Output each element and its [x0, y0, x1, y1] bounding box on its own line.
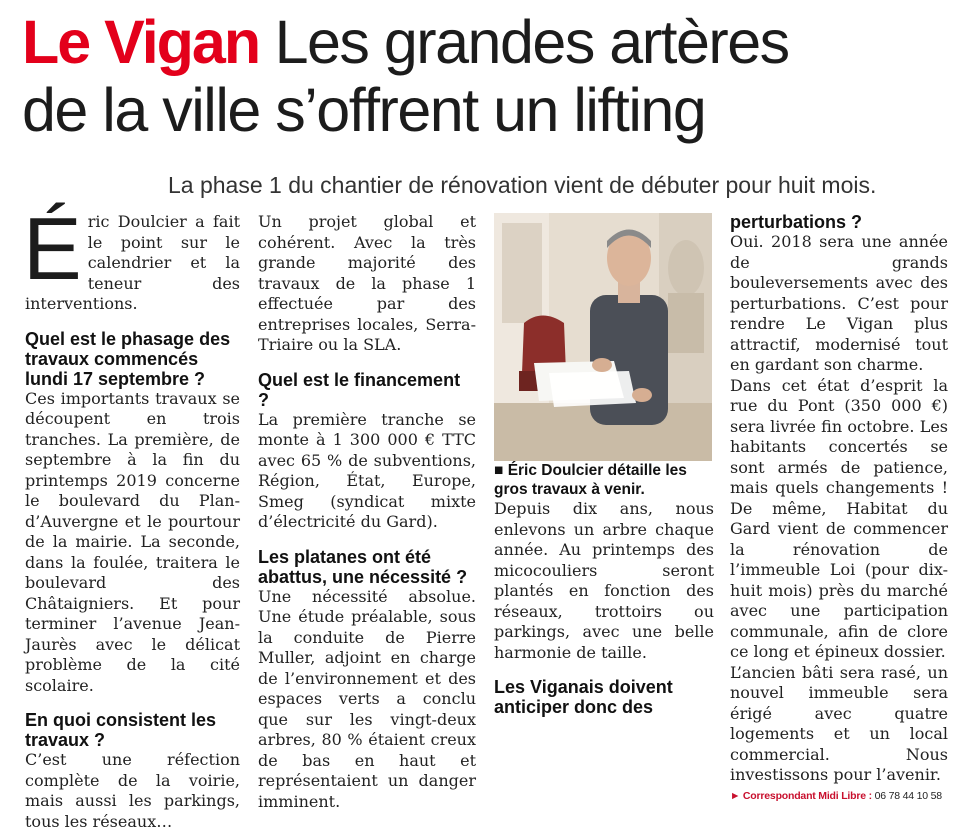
- article-column-1: [23, 199, 240, 832]
- intro-text: ric Doulcier a fait le point sur le calendrier et la teneur des interventions.: [25, 212, 240, 313]
- headline-title-line2: de la ville s’offrent un lifting: [22, 76, 706, 144]
- drop-cap: É: [23, 199, 82, 298]
- answer-paragraph: C’est une réfection complète de la voirie, mais aussi les parkings, tous les réseaux…: [25, 750, 240, 831]
- answer-paragraph: L’ancien bâti sera rasé, un nouvel immeuble sera érigé avec quatre logements et un local commercial. Nous investissons pour l’avenir.: [730, 662, 948, 784]
- question-heading: Les platanes ont été abattus, une nécessité ?: [258, 546, 468, 587]
- answer-paragraph: Une nécessité absolue. Une étude préalable, sous la conduite de Pierre Muller, adjoint en charge de l’environnement et des espaces verts a conclu que sur les vingt-deux arbres, 80 % étaient creux de bas en haut et représentaient un danger imminent.: [258, 586, 476, 811]
- spacer: [25, 696, 240, 710]
- answer-paragraph: Ces importants travaux se découpent en trois tranches. La première, de septembre à la fin du printemps 2019 concerne le boulevard du Plan-d’Auvergne et le pourtour de la mairie. La seconde, dans la foulée, traitera le boulevard des Châtaigniers. Et pour terminer l’avenue Jean-Jaurès avec le délicat problème de la cité scolaire.: [25, 388, 240, 695]
- spacer: [25, 315, 240, 329]
- answer-paragraph: La première tranche se monte à 1 300 000 € TTC avec 65 % de subventions, Région, État, Europe, Smeg (syndicat mixte d’électricité du Gard).: [258, 409, 476, 531]
- standfirst: La phase 1 du chantier de rénovation vient de débuter pour huit mois.: [168, 172, 877, 198]
- answer-paragraph: Oui. 2018 sera une année de grands bouleversements avec des perturbations. C’est pour rendre Le Vigan plus attractif, modernisé tout en gardant son charme.: [730, 232, 948, 374]
- article-column-4: [730, 212, 948, 806]
- spacer: [494, 663, 714, 677]
- article-column-3: [494, 212, 714, 717]
- answer-paragraph: Depuis dix ans, nous enlevons un arbre chaque année. Au printemps des micocouliers seront plantés en fonction des réseaux, trottoirs ou parkings, avec une belle harmonie de taille.: [494, 499, 714, 662]
- question-heading: Quel est le phasage des travaux commencés lundi 17 septembre ?: [25, 328, 231, 389]
- headline-title-line1: Les grandes artères: [274, 8, 789, 76]
- caption-square-icon: ■: [494, 462, 504, 479]
- answer-paragraph: Un projet global et cohérent. Avec la très grande majorité des travaux de la phase 1 effectuée par des entreprises locales, Serra-Triaire ou la SLA.: [258, 212, 476, 354]
- photo-caption: [494, 461, 714, 499]
- intro-paragraph: [23, 199, 240, 315]
- spacer: [258, 356, 476, 370]
- credit-label: Correspondant Midi Libre :: [742, 789, 872, 802]
- spacer: [258, 533, 476, 547]
- question-heading: Les Viganais doivent anticiper donc des: [494, 677, 673, 717]
- headline: [22, 8, 962, 144]
- article-photo: [494, 213, 712, 461]
- credit-phone: 06 78 44 10 58: [874, 789, 942, 802]
- triangle-arrow-icon: ►: [730, 789, 741, 802]
- question-heading-continued: perturbations ?: [730, 212, 863, 232]
- photo-caption-text: Éric Doulcier détaille les gros travaux à venir.: [494, 462, 687, 498]
- answer-paragraph: Dans cet état d’esprit la rue du Pont (350 000 €) sera livrée fin octobre. Les habitants concertés se sont armés de patience, mais quels changements ! De même, Habitat du Gard vient de commencer la rénovation de l’immeuble Loi (pour dix-huit mois) près du marché avec une participation communale, afin de clore ce long et épineux dossier.: [730, 375, 948, 661]
- question-heading: En quoi consistent les travaux ?: [25, 710, 217, 750]
- headline-kicker: Le Vigan: [22, 8, 260, 76]
- photo-illustration: [494, 213, 712, 461]
- correspondent-credit: [730, 786, 948, 807]
- article-column-2: [258, 212, 476, 812]
- question-heading: Quel est le financement ?: [258, 369, 461, 410]
